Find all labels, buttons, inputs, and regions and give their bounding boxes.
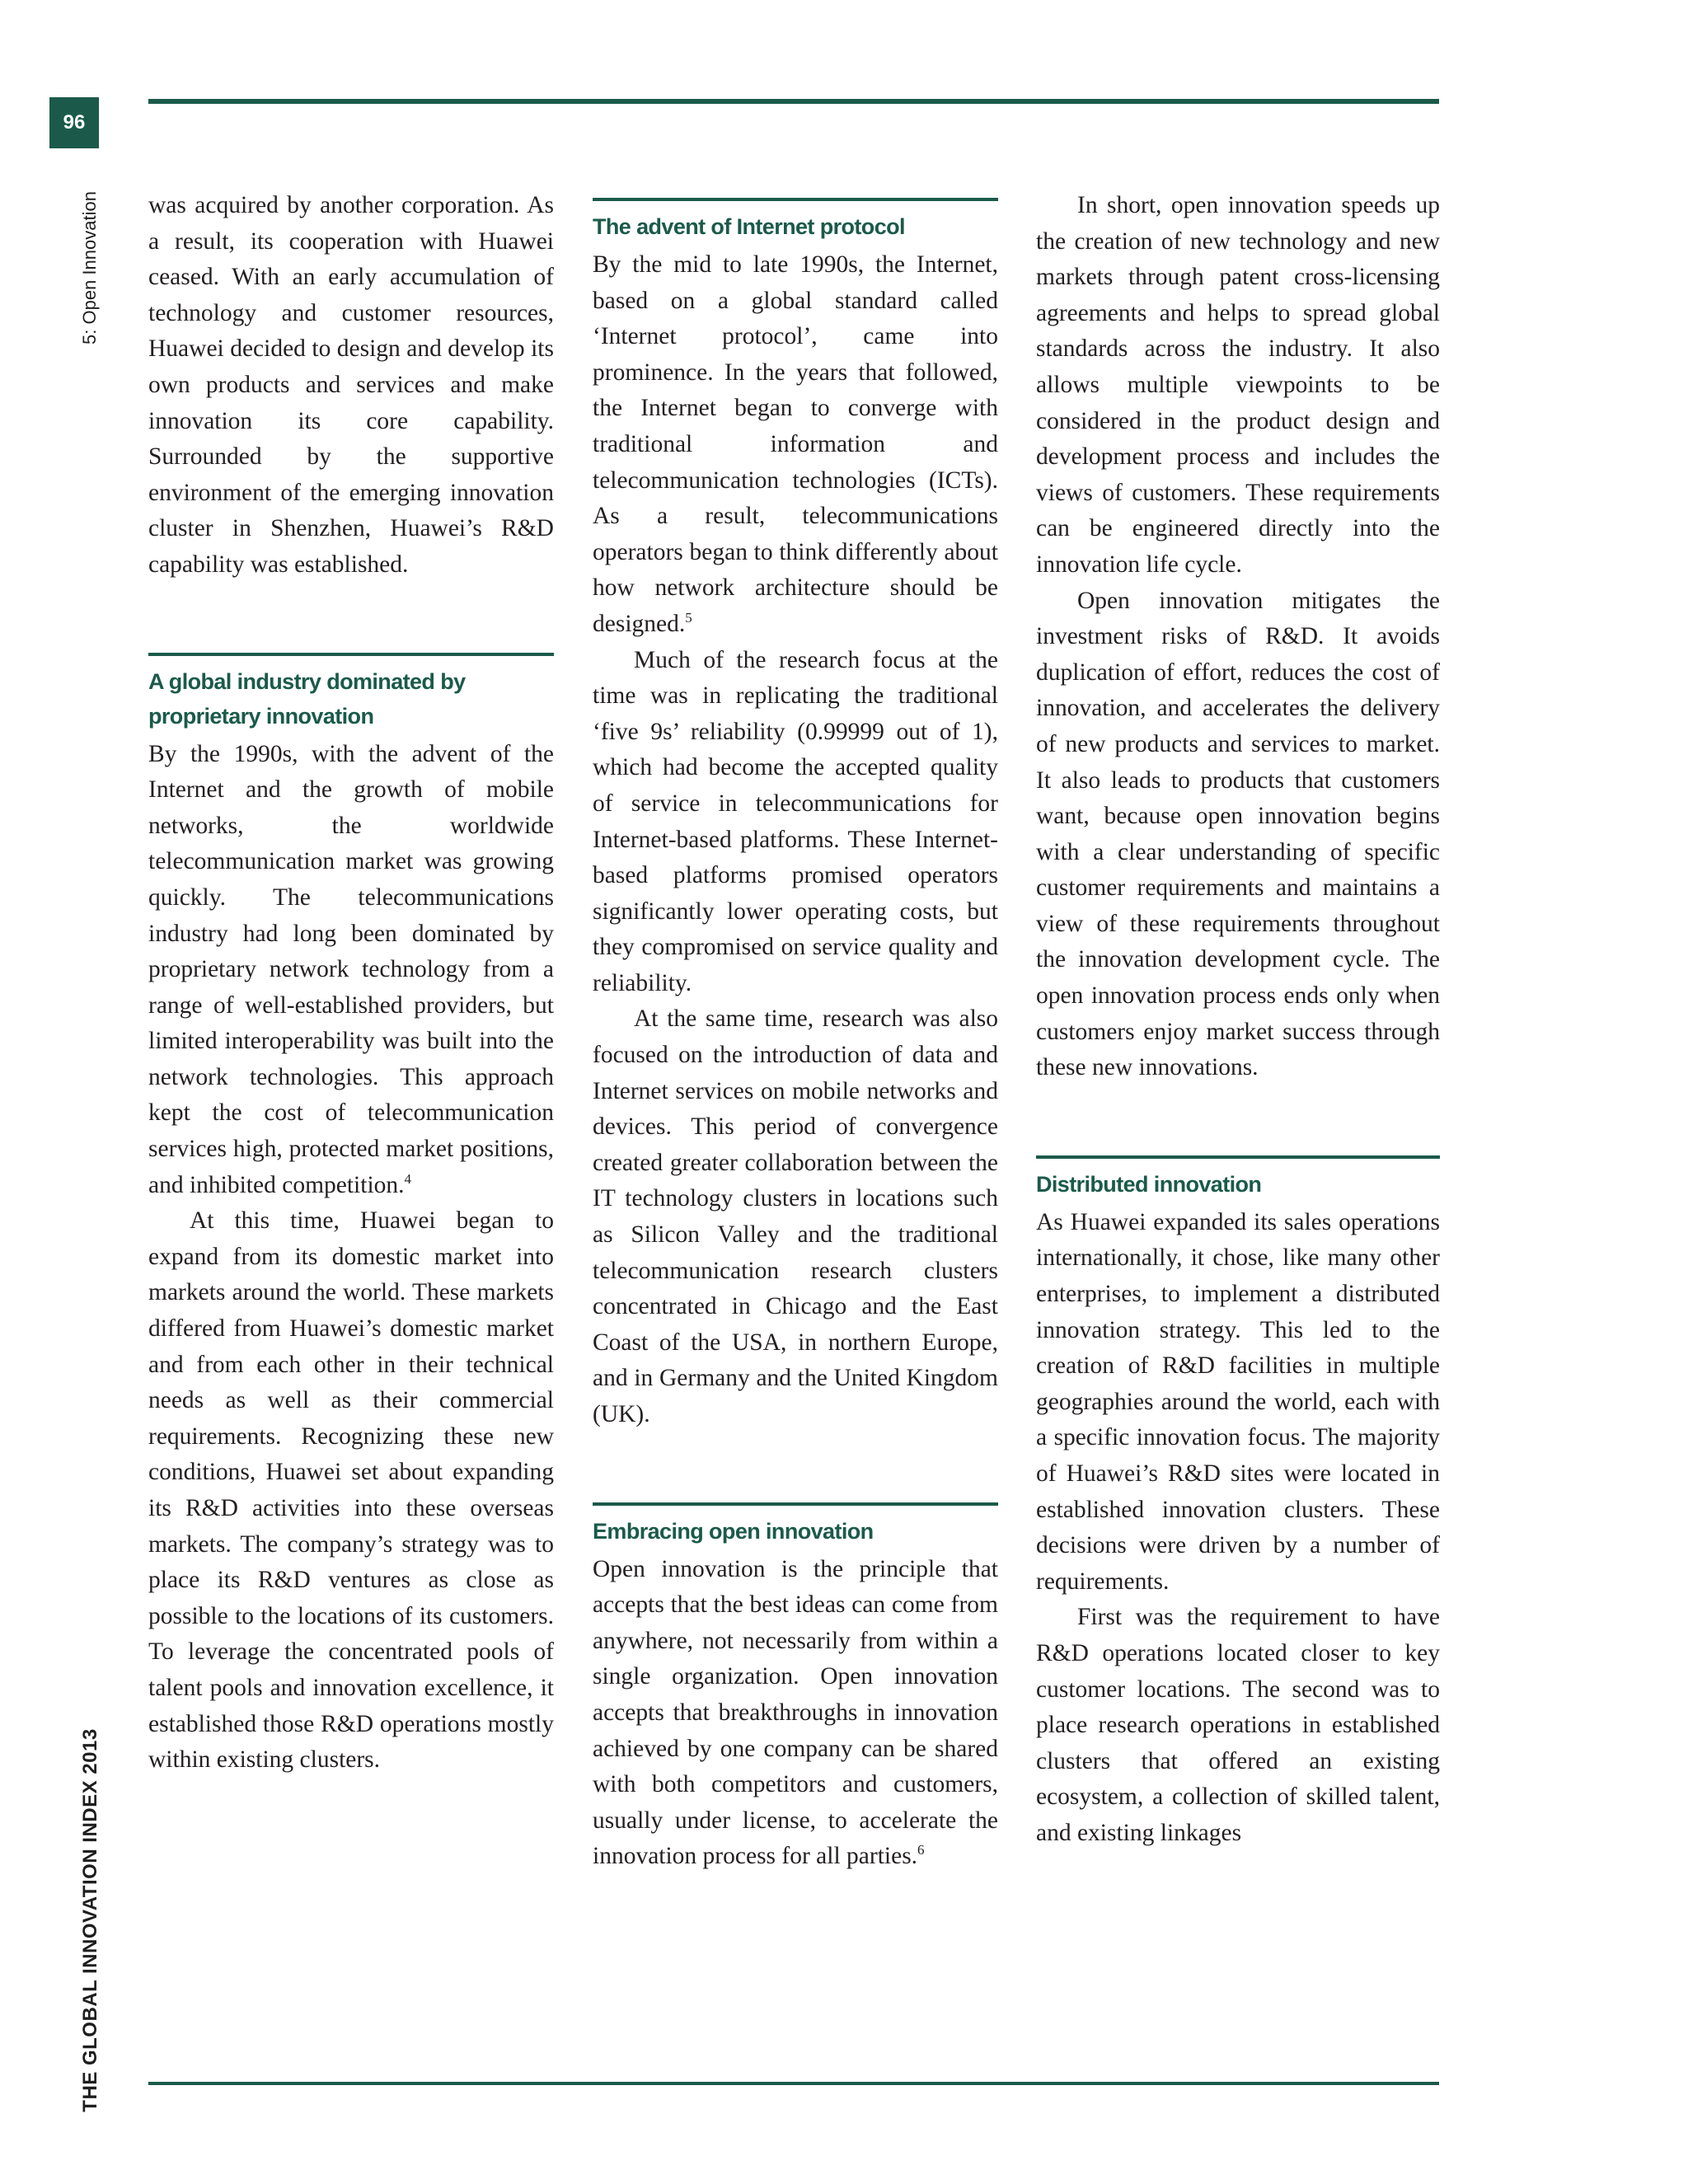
top-rule [148, 99, 1439, 104]
paragraph: Open innovation mitigates the investment risks of R&D. It avoids duplication of effort, reduces the cost of innovation, and accelerates the delivery of new products and services to market. It also leads to products that customers want, because open innovation begins with a clear understanding of specific customer requirements and maintains a view of these requirements throughout the innovation development cycle. The open innovation process ends only when customers enjoy market success through these new innovations. [1036, 587, 1440, 1081]
paragraph: was acquired by another corporation. As a result, its cooperation with Huawei ceased. With an early accumulation of technology and customer resources, Huawei decided to design and develop its own products and services and make innovation its core capability. Surrounded by the supportive environment of the emerging innovation cluster in Shenzhen, Huawei’s R&D capability was established. [148, 192, 554, 578]
column-3 [1036, 188, 1440, 1852]
paragraph: Open innovation is the principle that accepts that the best ideas can come from anywhere, not necessarily from within a single organization. Open innovation accepts that breakthroughs in innovation achieved by one company can be shared with both competitors and customers, usually under license, to accelerate the innovation process for all parties.$^6$ [593, 1555, 998, 1870]
bottom-rule [148, 2082, 1439, 2085]
column-2 [593, 188, 998, 1875]
section-heading: Distributed innovation [1036, 1155, 1440, 1202]
paragraph: In short, open innovation speeds up the creation of new technology and new markets through patent cross-licensing agreements and helps to spread global standards across the industry. It also allows multiple viewpoints to be considered in the product design and development process and includes the views of customers. These requirements can be engineered directly into the innovation life cycle. [1036, 192, 1440, 578]
chapter-label: 5: Open Innovation [79, 191, 100, 344]
paragraph: First was the requirement to have R&D operations located closer to key customer locations. The second was to place research operations in established clusters that offered an existing ecosystem, a collection of skilled talent, and existing linkages [1036, 1604, 1440, 1846]
paragraph: At the same time, research was also focused on the introduction of data and Internet services on mobile networks and devices. This period of convergence created greater collaboration between the IT technology clusters in locations such as Silicon Valley and the traditional telecommunication research clusters concentrated in Chicago and the East Coast of the USA, in northern Europe, and in Germany and the United Kingdom (UK). [593, 1005, 998, 1427]
page-number: 96 [49, 97, 99, 148]
section-heading: A global industry dominated by proprietary innovation [148, 653, 554, 733]
paragraph: At this time, Huawei began to expand from its domestic market into markets around the world. These markets differed from Huawei’s domestic market and from each other in their technical needs as well as their commercial requirements. Recognizing these new conditions, Huawei set about expanding its R&D activities into these overseas markets. The company’s strategy was to place its R&D ventures as close as possible to the locations of its customers. To leverage the concentrated pools of talent pools and innovation excellence, it established those R&D operations mostly within existing clusters. [148, 1207, 554, 1774]
section-heading: The advent of Internet protocol [593, 198, 998, 244]
paragraph: Much of the research focus at the time was in replicating the traditional ‘five 9s’ reliability (0.99999 out of 1), which had become the accepted quality of service in telecommunications for Internet-based platforms. These Internet-based platforms promised operators significantly lower operating costs, but they compromised on service quality and reliability. [593, 646, 998, 996]
paragraph: By the 1990s, with the advent of the Internet and the growth of mobile networks, the worldwide telecommunication market was growing quickly. The telecommunications industry had long been dominated by proprietary network technology from a range of well-established providers, but limited interoperability was built into the network technologies. This approach kept the cost of telecommunication services high, protected market positions, and inhibited competition.$^4$ [148, 740, 554, 1198]
publication-label: THE GLOBAL INNOVATION INDEX 2013 [79, 1728, 101, 2112]
footnote-ref: 4 [404, 1170, 412, 1187]
section-heading: Embracing open innovation [593, 1502, 998, 1549]
paragraph: By the mid to late 1990s, the Internet, based on a global standard called ‘Internet protocol’, came into prominence. In the years that followed, the Internet began to converge with traditional information and telecommunication technologies (ICTs). As a result, telecommunications operators began to think differently about how network architecture should be designed.$^5$ [593, 251, 998, 637]
footnote-ref: 6 [917, 1842, 925, 1858]
paragraph: As Huawei expanded its sales operations internationally, it chose, like many other enterprises, to implement a distributed innovation strategy. This led to the creation of R&D facilities in multiple geographies around the world, each with a specific innovation focus. The majority of Huawei’s R&D sites were located in established innovation clusters. These decisions were driven by a number of requirements. [1036, 1208, 1440, 1595]
column-1 [148, 188, 554, 1779]
footnote-ref: 5 [685, 610, 692, 626]
